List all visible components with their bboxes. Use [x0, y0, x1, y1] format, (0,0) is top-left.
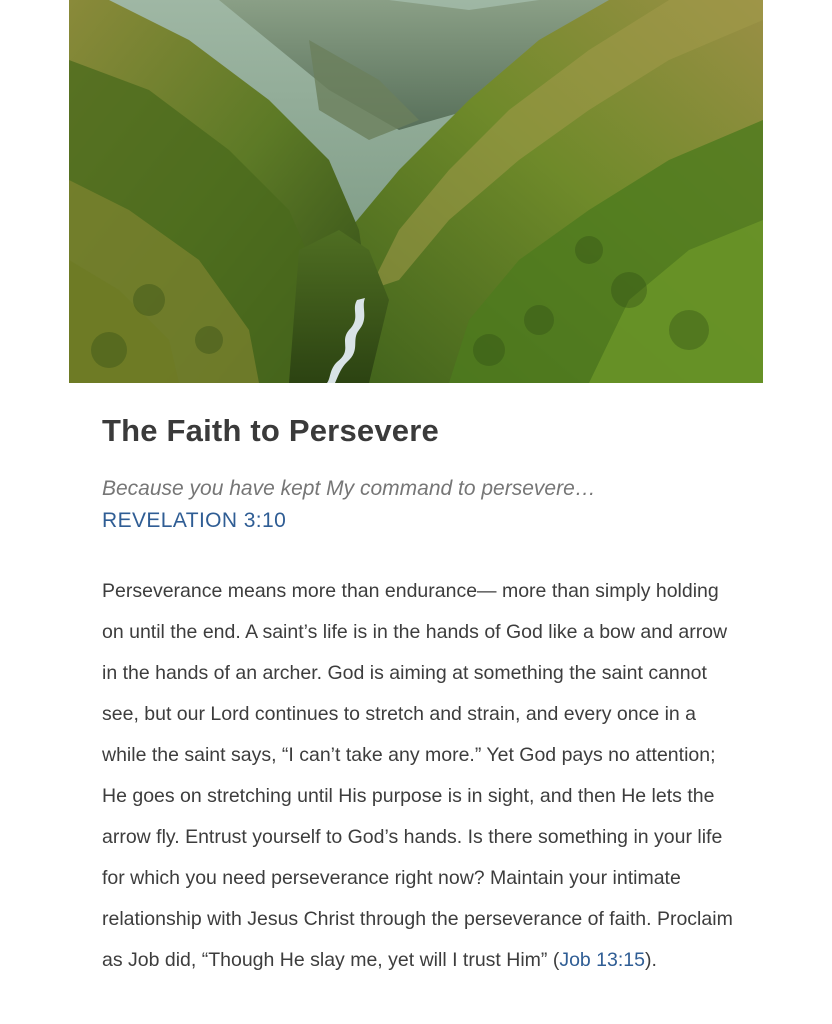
mountain-valley-image: [69, 0, 763, 383]
article-body-text: Perseverance means more than endurance— more than simply holding on until the end. A saint’s life is in the hands of God like a bow and arrow in the hands of an archer. God is aiming at something the saint cannot see, but our Lord continues to stretch and strain, and every once in a while the saint says, “I can’t take any more.” Yet God pays no attention; He goes on stretching until His purpose is in sight, and then He lets the arrow fly. Entrust yourself to God’s hands. Is there something in your life for which you need perseverance right now? Maintain your intimate relationship with Jesus Christ through the perseverance of faith. Proclaim as Job did, “Though He slay me, yet will I trust Him” (: [102, 580, 733, 971]
hero-image: [69, 0, 763, 383]
article-title: The Faith to Persevere: [102, 413, 439, 448]
devotional-article: [102, 405, 742, 981]
article-body: [102, 571, 738, 981]
article-body-end: ).: [644, 949, 657, 971]
verse-reference-link[interactable]: REVELATION 3:10: [102, 509, 287, 532]
scripture-link-job[interactable]: Job 13:15: [559, 949, 645, 971]
key-verse: Because you have kept My command to persevere…: [102, 477, 596, 500]
